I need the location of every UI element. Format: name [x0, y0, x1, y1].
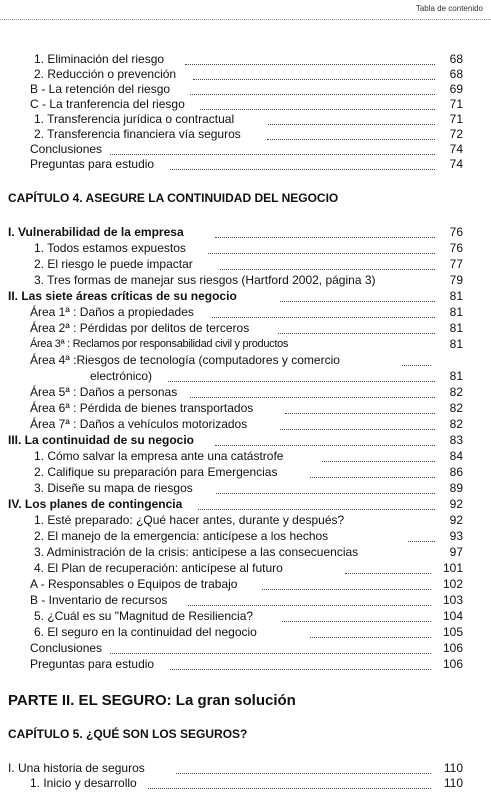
part-heading-title: La gran solución	[171, 692, 296, 709]
toc-entry[interactable]	[0, 481, 491, 496]
toc-entry-page: 110	[443, 761, 463, 775]
toc-entry[interactable]	[0, 545, 491, 560]
toc-entry[interactable]	[0, 127, 491, 142]
toc-entry-page: 101	[442, 561, 463, 575]
toc-entry-label: Preguntas para estudio	[30, 657, 155, 671]
leader-dots	[216, 493, 435, 494]
toc-entry[interactable]	[0, 273, 491, 288]
toc-entry[interactable]	[0, 401, 491, 416]
toc-entry-label: 1. Transferencia jurídica o contractual	[34, 112, 235, 126]
toc-entry-label: 4. El Plan de recuperación: anticípese al futuro	[34, 561, 283, 575]
toc-entry-label: 1. Todos estamos expuestos	[34, 241, 186, 255]
toc-entry-page: 79	[449, 273, 463, 287]
leader-dots	[110, 653, 431, 654]
toc-entry-label: A - Responsables o Equipos de trabajo	[30, 577, 238, 591]
toc-entry-label: 5. ¿Cuál es su "Magnitud de Resiliencia?	[34, 609, 254, 623]
toc-entry[interactable]	[0, 776, 491, 791]
toc-entry[interactable]	[0, 67, 491, 82]
toc-entry[interactable]	[0, 142, 491, 157]
toc-entry-page: 103	[442, 593, 463, 607]
toc-entry-page: 72	[449, 127, 463, 141]
toc-entry[interactable]	[0, 593, 491, 608]
toc-entry-page: 74	[449, 142, 463, 156]
toc-entry[interactable]	[0, 641, 491, 656]
toc-entry-page: 93	[449, 529, 463, 543]
toc-entry[interactable]	[0, 561, 491, 576]
toc-section-entry[interactable]	[0, 433, 491, 448]
header-rule	[0, 19, 491, 20]
toc-entry[interactable]	[0, 97, 491, 112]
toc-entry-label: 1. Esté preparado: ¿Qué hacer antes, durante y después?	[34, 513, 345, 527]
toc-entry[interactable]	[0, 52, 491, 67]
toc-entry-label: C - La tranferencia del riesgo	[30, 97, 185, 111]
leader-dots	[215, 445, 435, 446]
toc-entry[interactable]	[0, 82, 491, 97]
leader-dots	[190, 397, 435, 398]
leader-dots	[408, 541, 435, 542]
toc-entry-label: B - Inventario de recursos	[30, 593, 168, 607]
toc-entry-page: 106	[442, 657, 463, 671]
leader-dots	[268, 124, 435, 125]
toc-entry-page: 74	[449, 157, 463, 171]
toc-entry-page: 81	[449, 305, 463, 319]
toc-entry-page: 69	[449, 82, 463, 96]
toc-entry-label: Conclusiones	[30, 142, 103, 156]
toc-section-entry[interactable]	[0, 497, 491, 512]
toc-entry-label: 2. Reducción o prevención	[34, 67, 177, 81]
leader-dots	[208, 253, 435, 254]
toc-entry-page: 82	[449, 417, 463, 431]
toc-entry-label: Conclusiones	[30, 641, 103, 655]
chapter-heading[interactable]: CAPÍTULO 5. ¿QUÉ SON LOS SEGUROS?	[8, 727, 248, 741]
toc-entry-page: 71	[449, 97, 463, 111]
leader-dots	[310, 477, 435, 478]
toc-entry-page: 102	[442, 577, 463, 591]
toc-entry-page: 83	[449, 433, 463, 447]
leader-dots	[170, 669, 431, 670]
running-header: Tabla de contenido	[415, 4, 483, 13]
toc-entry[interactable]	[0, 577, 491, 592]
toc-entry-page: 81	[449, 289, 463, 303]
toc-entry[interactable]	[0, 353, 491, 368]
toc-entry-label: 3. Administración de la crisis: anticípese a las consecuencias	[34, 545, 359, 559]
leader-dots	[176, 773, 431, 774]
toc-entry-label: Área 3ª : Reclamos por responsabilidad civil y productos	[30, 338, 289, 350]
toc-entry[interactable]	[0, 112, 491, 127]
toc-entry-page: 71	[449, 112, 463, 126]
toc-entry[interactable]	[0, 305, 491, 320]
leader-dots	[110, 154, 435, 155]
toc-entry[interactable]	[0, 625, 491, 640]
toc-entry-label: Área 5ª : Daños a personas	[30, 385, 178, 399]
leader-dots	[280, 301, 435, 302]
toc-entry[interactable]	[0, 257, 491, 272]
leader-dots	[198, 509, 435, 510]
leader-dots	[190, 94, 435, 95]
toc-entry-label: 3. Tres formas de manejar sus riesgos (Hartford 2002, página 3)	[34, 273, 376, 287]
leader-dots	[280, 429, 435, 430]
toc-entry-page: 106	[442, 641, 463, 655]
toc-entry-page: 82	[449, 401, 463, 415]
leader-dots	[215, 237, 435, 238]
toc-entry-page: 92	[449, 497, 463, 511]
part-heading[interactable]	[8, 692, 296, 709]
toc-entry-page: 104	[442, 609, 463, 623]
toc-entry-label: B - La retención del riesgo	[30, 82, 171, 96]
leader-dots	[212, 317, 435, 318]
toc-entry-page: 77	[449, 257, 463, 271]
toc-entry-label: 1. Inicio y desarrollo	[30, 776, 137, 790]
toc-entry-label: 1. Cómo salvar la empresa ante una catástrofe	[34, 449, 284, 463]
toc-entry[interactable]	[0, 529, 491, 544]
leader-dots	[185, 64, 435, 65]
toc-entry-label: Área 1ª : Daños a propiedades	[30, 305, 194, 319]
leader-dots	[345, 573, 431, 574]
toc-entry[interactable]	[0, 609, 491, 624]
toc-entry-label: Área 6ª : Pérdida de bienes transportados	[30, 401, 254, 415]
leader-dots	[200, 109, 435, 110]
toc-entry-label: 2. El manejo de la emergencia: anticípese a los hechos	[34, 529, 329, 543]
leader-dots	[310, 637, 431, 638]
leader-dots	[220, 269, 435, 270]
leader-dots	[282, 621, 431, 622]
toc-entry-label: Área 7ª : Daños a vehículos motorizados	[30, 417, 248, 431]
toc-entry[interactable]	[0, 417, 491, 432]
toc-entry-page: 97	[449, 545, 463, 559]
leader-dots	[262, 589, 431, 590]
toc-entry-page: 110	[443, 776, 463, 790]
toc-entry-page: 105	[442, 625, 463, 639]
part-heading-prefix: PARTE II. EL SEGURO:	[8, 692, 172, 709]
toc-entry[interactable]	[0, 241, 491, 256]
toc-entry[interactable]	[0, 449, 491, 464]
toc-entry-page: 76	[449, 225, 463, 239]
toc-entry[interactable]	[0, 321, 491, 336]
toc-entry[interactable]	[0, 157, 491, 172]
toc-entry-page: 81	[449, 321, 463, 335]
leader-dots	[148, 788, 431, 789]
leader-dots	[278, 333, 435, 334]
toc-section-entry[interactable]	[0, 225, 491, 240]
leader-dots	[285, 413, 435, 414]
leader-dots	[193, 79, 435, 80]
toc-entry-label: 2. Califique su preparación para Emergencias	[34, 465, 278, 479]
toc-entry[interactable]	[0, 513, 491, 528]
toc-entry[interactable]	[0, 465, 491, 480]
toc-entry-label: 3. Diseñe su mapa de riesgos	[34, 481, 193, 495]
toc-entry[interactable]	[0, 657, 491, 672]
toc-entry-label: 2. El riesgo le puede impactar	[34, 257, 193, 271]
toc-entry-label: Área 4ª :Riesgos de tecnología (computadores y comercio	[30, 353, 340, 367]
toc-entry-label: 1. Eliminación del riesgo	[34, 52, 165, 66]
toc-entry[interactable]	[0, 385, 491, 400]
toc-entry-continuation[interactable]	[0, 369, 491, 384]
leader-dots	[322, 461, 435, 462]
toc-entry-page: 89	[449, 481, 463, 495]
toc-entry-page: 84	[449, 449, 463, 463]
toc-entry-page: 76	[449, 241, 463, 255]
toc-entry-label: III. La continuidad de su negocio	[8, 433, 195, 447]
toc-entry-label: 2. Transferencia financiera vía seguros	[34, 127, 241, 141]
leader-dots	[168, 381, 435, 382]
toc-entry-page: 92	[449, 513, 463, 527]
toc-entry-label: IV. Los planes de contingencia	[8, 497, 183, 511]
leader-dots	[402, 365, 431, 366]
chapter-heading[interactable]: CAPÍTULO 4. ASEGURE LA CONTINUIDAD DEL NEGOCIO	[8, 191, 339, 205]
toc-section-entry[interactable]	[0, 761, 491, 776]
toc-entry-label: electrónico)	[90, 369, 153, 383]
toc-entry-label: Área 2ª : Pérdidas por delitos de terceros	[30, 321, 250, 335]
toc-entry-page: 68	[449, 52, 463, 66]
toc-entry-label: II. Las siete áreas críticas de su negocio	[8, 289, 237, 303]
toc-entry-page: 82	[449, 385, 463, 399]
toc-entry-page: 81	[449, 369, 463, 383]
leader-dots	[188, 605, 431, 606]
toc-entry-page: 81	[449, 337, 463, 351]
toc-entry-label: 6. El seguro en la continuidad del negocio	[34, 625, 257, 639]
toc-entry-label: Preguntas para estudio	[30, 157, 155, 171]
toc-entry-page: 68	[449, 67, 463, 81]
toc-section-entry[interactable]	[0, 289, 491, 304]
leader-dots	[170, 169, 435, 170]
toc-entry-label: I. Vulnerabilidad de la empresa	[8, 225, 184, 239]
toc-entry-page: 86	[449, 465, 463, 479]
toc-entry[interactable]	[0, 337, 491, 352]
toc-entry-label: I. Una historia de seguros	[8, 761, 145, 775]
leader-dots	[267, 139, 435, 140]
